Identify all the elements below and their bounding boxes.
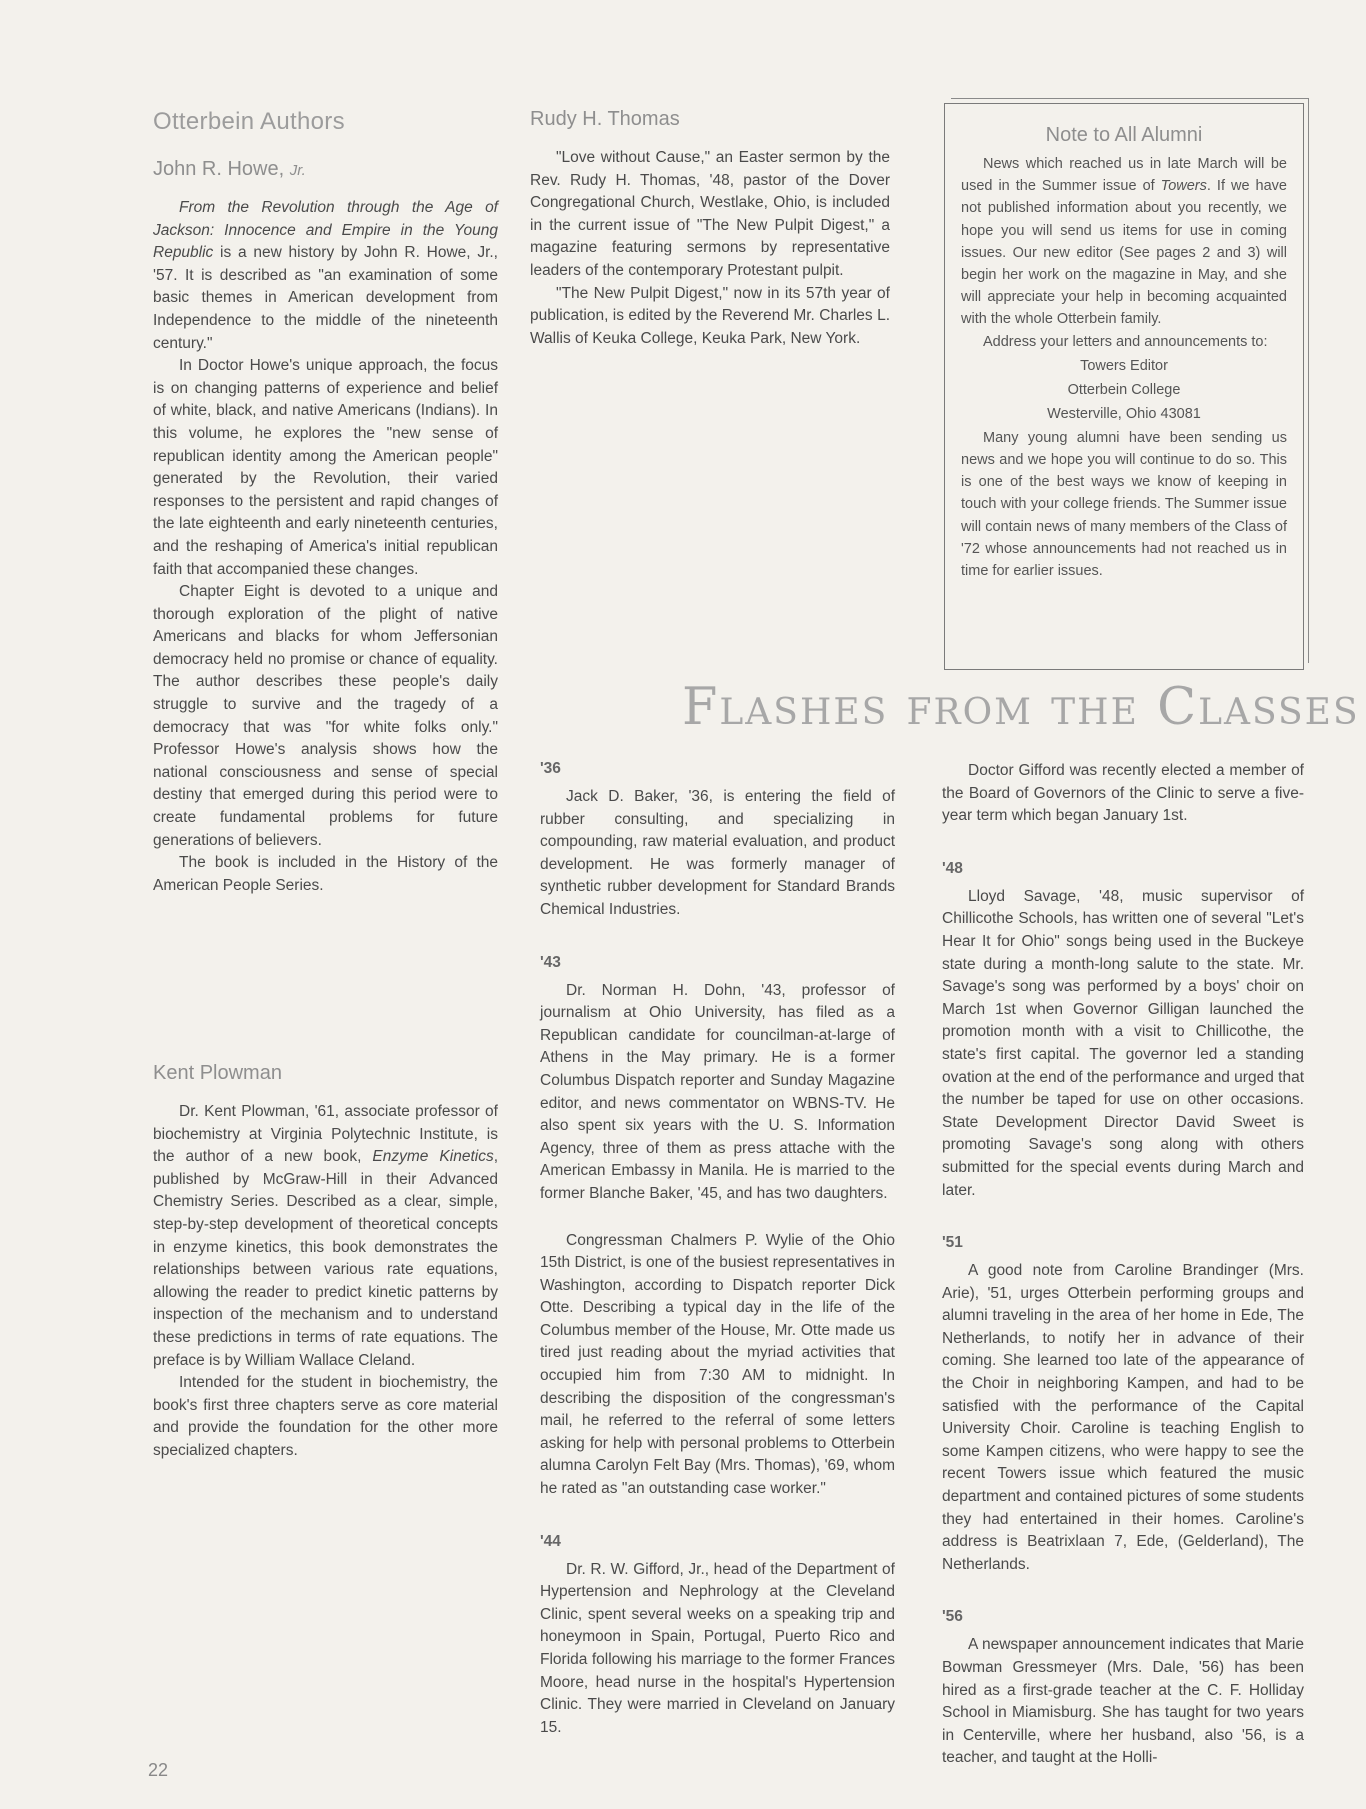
class-note-paragraph: Dr. R. W. Gifford, Jr., head of the Department of Hypertension and Nephrology at the Cleveland Clinic, spent several weeks on a speaking trip and honeymoon in Spain, Portugal, Puerto Rico and Florida following his marriage to the former Frances Moore, head nurse in the hospital's Hypertension Clinic. They were married in Cleveland on January 15. bbox=[540, 1560, 895, 1736]
class-note-paragraph: Lloyd Savage, '48, music supervisor of Chillicothe Schools, has written one of several "Let's Hear It for Ohio" songs being used in the Buckeye state during a month-long salute to the state. Mr. Savage's song was performed by a boys' choir on March 1st when Governor Gilligan launched the promotion month with a visit to Chillicothe, the state's first capital. The governor led a standing ovation at the end of the performance and urged that the number be taped for use on other occasions. State Development Director David Sweet is promoting Savage's song along with others submitted for the special events during March and later. bbox=[942, 887, 1304, 1199]
class-note-paragraph: A newspaper announcement indicates that Marie Bowman Gressmeyer (Mrs. Dale, '56) has been hired as a first-grade teacher at the C. F. Holliday School in Miamisburg. She has taught for two years in Centerville, where her husband, also '56, is a teacher, and taught at the Holli- bbox=[942, 1636, 1304, 1767]
class-year-group bbox=[942, 760, 1304, 828]
class-note-paragraph: Dr. Norman H. Dohn, '43, professor of journalism at Ohio University, has filed as a Republican candidate for councilman-at-large of Athens in the May primary. He is a former Columbus Dispatch reporter and Sunday Magazine editor, and news commentator on WBNS-TV. He also spent six years with the U. S. Information Agency, three of them as press attache with the American Embassy in Manila. He is married to the former Blanche Baker, '45, and has two daughters. bbox=[540, 981, 895, 1202]
book-title: From the Revolution through the Age of Jackson: Innocence and Empire in the Young Republic bbox=[153, 199, 498, 262]
class-year-group bbox=[540, 760, 895, 922]
class-year-label: '43 bbox=[540, 953, 561, 971]
thomas-column bbox=[530, 108, 890, 350]
class-notes-left bbox=[540, 760, 895, 1739]
class-notes-right bbox=[942, 760, 1304, 1770]
section-title: Otterbein Authors bbox=[153, 108, 345, 135]
notice-address-line: Otterbein College bbox=[1067, 381, 1181, 398]
author-suffix: Jr. bbox=[289, 162, 306, 179]
notice-address-line: Towers Editor bbox=[1080, 357, 1168, 374]
article-paragraph: "Love without Cause," an Easter sermon by the Rev. Rudy H. Thomas, '48, pastor of the Dover Congregational Church, Westlake, Ohio, is included in the current issue of "The New Pulpit Digest," a magazine featuring sermons by representative leaders of the contemporary Protestant pulpit. bbox=[530, 149, 890, 279]
plowman-column bbox=[153, 1062, 498, 1463]
notice-paragraph: News which reached us in late March will be used in the Summer issue of Towers. If we have not published information about you recently, we hope you will send us items for use in coming issues. Our new editor (See pages 2 and 3) will begin her work on the magazine in May, and she will appreciate your help in becoming acquainted with the whole Otterbein family. bbox=[961, 156, 1287, 328]
class-year-label: '36 bbox=[540, 760, 561, 777]
class-note-paragraph: A good note from Caroline Brandinger (Mrs. Arie), '51, urges Otterbein performing groups and alumni traveling in the area of her home in Ede, The Netherlands, to notify her in advance of their coming. She learned too late of the appearance of the Choir in neighboring Kampen, and had to be satisfied with the performance of the Capital University Choir. Caroline is teaching English to some Kampen citizens, who were happy to see the recent Towers issue which featured the music department and contained pictures of some students they had entertained in their homes. Caroline's address is Beatrixlaan 7, Ede, (Gelderland), The Netherlands. bbox=[942, 1262, 1304, 1573]
notice-title: Note to All Alumni bbox=[1045, 124, 1203, 146]
book-title: Enzyme Kinetics bbox=[372, 1148, 494, 1166]
author-name: John R. Howe, bbox=[153, 158, 285, 180]
class-year-label: '44 bbox=[540, 1532, 561, 1550]
class-note-paragraph: Jack D. Baker, '36, is entering the field of rubber consulting, and specializing in compounding, raw material evaluation, and product development. He was formerly manager of synthetic rubber development for Standard Brands Chemical Industries. bbox=[540, 788, 895, 918]
author-heading-howe bbox=[153, 158, 498, 181]
article-paragraph: From the Revolution through the Age of Jackson: Innocence and Empire in the Young Republic is a new history by John R. Howe, Jr., '57. It is described as "an examination of some basic themes in American development from Independence to the middle of the nineteenth century." bbox=[153, 199, 498, 352]
class-year-label: '48 bbox=[942, 859, 963, 877]
author-heading-thomas: Rudy H. Thomas bbox=[530, 108, 680, 130]
class-year-group bbox=[942, 860, 1304, 1202]
class-year-group bbox=[942, 1608, 1304, 1770]
article-paragraph: Intended for the student in biochemistry, the book's first three chapters serve as core material and provide the foundation for the other more specialized chapters. bbox=[153, 1374, 498, 1459]
alumni-notice-box bbox=[944, 103, 1304, 670]
article-paragraph: Dr. Kent Plowman, '61, associate professor of biochemistry at Virginia Polytechnic Institute, is the author of a new book, Enzyme Kinetics, published by McGraw-Hill in their Advanced Chemistry Series. Described as a clear, simple, step-by-step development of theoretical concepts in enzyme kinetics, this book demonstrates the relationships between various rate equations, allowing the reader to predict kinetic patterns by inspection of the mechanism and to understand these predictions in terms of rate equations. The preface is by William Wallace Cleland. bbox=[153, 1103, 499, 1369]
notice-address-line: Westerville, Ohio 43081 bbox=[1047, 405, 1201, 422]
class-year-label: '56 bbox=[942, 1608, 963, 1626]
classes-banner: Flashes from the Classes bbox=[682, 678, 1360, 737]
article-paragraph: Chapter Eight is devoted to a unique and thorough exploration of the plight of native Americans and blacks for whom Jeffersonian democracy held no promise or chance of equality. The author describes these people's daily struggle to survive and the tragedy of a democracy that was "for white folks only." Professor Howe's analysis shows how the national consciousness and sense of special destiny that emerged during this period were to create fundamental problems for future generations of believers. bbox=[153, 583, 498, 849]
notice-paragraph: Many young alumni have been sending us news and we hope you will continue to do so. This is one of the best ways we know of keeping in touch with your college friends. The Summer issue will contain news of many members of the Class of '72 whose announcements had not reached us in time for earlier issues. bbox=[961, 429, 1287, 580]
notice-paragraph: Address your letters and announcements to: bbox=[983, 333, 1268, 350]
author-heading-plowman: Kent Plowman bbox=[153, 1062, 282, 1084]
class-year-group bbox=[540, 1533, 895, 1740]
class-year-label: '51 bbox=[942, 1234, 963, 1252]
article-paragraph: The book is included in the History of the American People Series. bbox=[153, 854, 498, 894]
authors-column bbox=[153, 108, 498, 897]
class-note-paragraph: Congressman Chalmers P. Wylie of the Ohio 15th District, is one of the busiest representatives in Washington, according to Dispatch reporter Dick Otte. Describing a typical day in the life of the Columbus member of the House, Mr. Otte made us tired just reading about the myriad activities that occupied him from 7:30 AM to midnight. In describing the disposition of the congressman's mail, he referred to the referral of some letters asking for help with personal problems to Otterbein alumna Carolyn Felt Bay (Mrs. Thomas), '69, whom he rated as "an outstanding case worker." bbox=[540, 1231, 895, 1498]
article-paragraph: "The New Pulpit Digest," now in its 57th year of publication, is edited by the Reverend Mr. Charles L. Wallis of Keuka College, Keuka Park, New York. bbox=[530, 284, 890, 347]
article-paragraph: In Doctor Howe's unique approach, the focus is on changing patterns of experience and belief of white, black, and native Americans (Indians). In this volume, he explores the "new sense of republican identity among the American people" generated by the Revolution, their varied responses to the persistent and rapid changes of the late eighteenth and early nineteenth centuries, and the reshaping of America's initial republican faith that accompanied these changes. bbox=[153, 357, 498, 578]
page-number: 22 bbox=[148, 1760, 169, 1780]
class-year-group bbox=[942, 1234, 1304, 1576]
class-note-paragraph: Doctor Gifford was recently elected a member of the Board of Governors of the Clinic to serve a five-year term which began January 1st. bbox=[942, 762, 1304, 825]
class-year-group bbox=[540, 954, 895, 1501]
